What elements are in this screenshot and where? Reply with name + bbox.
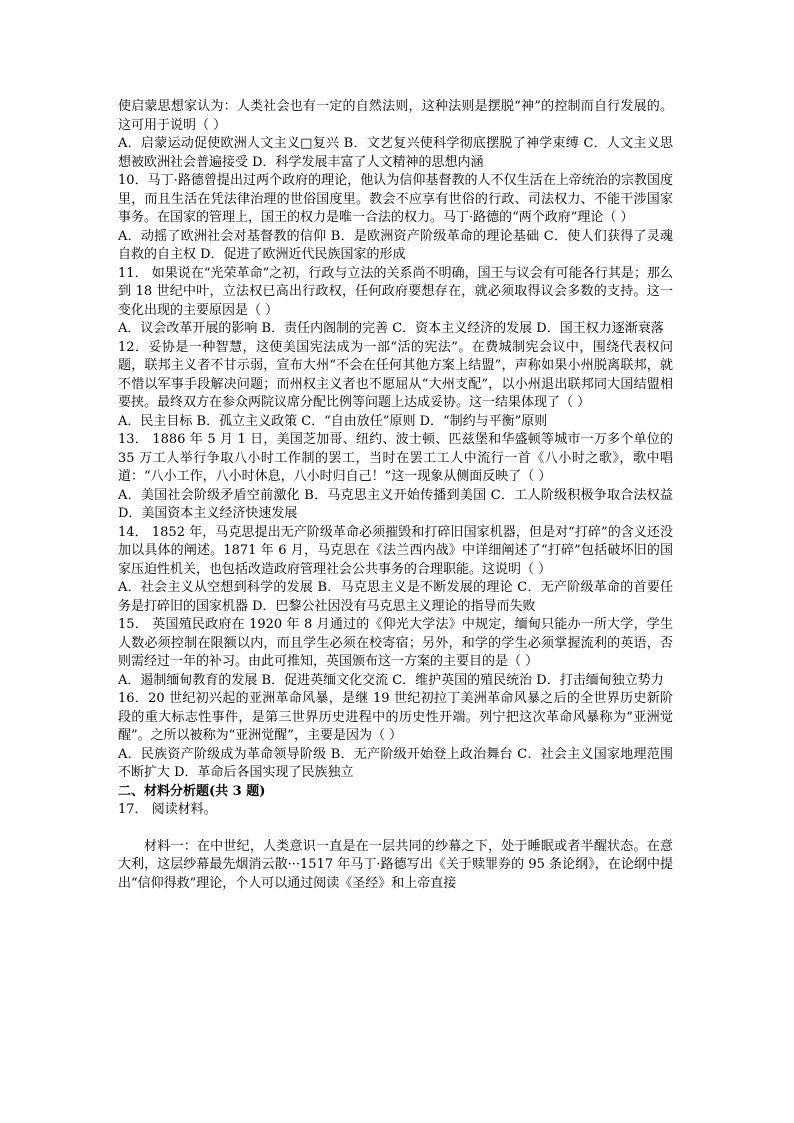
question-12-stem: 12．妥协是一种智慧，这使美国宪法成为一部“活的宪法”。在费城制宪会议中，围绕代表权问题，联邦主义者不甘示弱，宣布大州“不会在任何其他方案上结盟”，声称如果小州脱离联邦，就不惜以军事手段解决问题；而州权主义者也不愿屈从“大州支配”，以小州退出联邦同大国结盟相要挟。最终双方在参众两院议席分配比例等问题上达成妥协。这一结果体现了（ ） [118, 339, 673, 410]
section-heading: 二、材料分析题(共 3 题) [118, 783, 266, 799]
document-page [118, 98, 673, 893]
question-9-options: A．启蒙运动促使欧洲人文主义□复兴 B．文艺复兴使科学彻底摆脱了神学束缚 C．人文主义思想被欧洲社会普遍接受 D．科学发展丰富了人文精神的思想内涵 [118, 136, 673, 170]
material-block [118, 838, 673, 894]
question-11-options: A．议会改革开展的影响 B．责任内阁制的完善 C．资本主义经济的发展 D．国王权力逐渐衰落 [118, 321, 664, 336]
question-16-options: A．民族资产阶级成为革命领导阶级 B．无产阶级开始登上政治舞台 C．社会主义国家地理范围不断扩大 D．革命后各国实现了民族独立 [118, 746, 673, 780]
question-11-stem: 11． 如果说在“光荣革命”之初，行政与立法的关系尚不明确，国王与议会有可能各行其是；那么到 18 世纪中叶，立法权已高出行政权，任何政府要想存在，就必须取得议会多数的支持。这一变化出现的主要原因是（ ） [118, 265, 673, 318]
question-13-stem: 13． 1886 年 5 月 1 日，美国芝加哥、纽约、波士顿、匹兹堡和华盛顿等城市一万多个单位的 35 万工人举行争取八小时工作制的罢工，当时在罢工工人中流行一首《八小时之歌》，歌中唱道：“八小工作，八小时休息，八小时归自己！”这一现象从侧面反映了（ ） [118, 432, 673, 484]
question-14-options: A．社会主义从空想到科学的发展 B．马克思主义是不断发展的理论 C．无产阶级革命的首要任务是打碎旧的国家机器 D．巴黎公社因没有马克思主义理论的指导而失败 [118, 580, 673, 614]
question-12-options: A．民主目标 B．孤立主义政策 C．“自由放任”原则 D．“制约与平衡”原则 [118, 413, 548, 429]
question-15-options: A．遏制缅甸教育的发展 B．促进英缅文化交流 C．维护英国的殖民统治 D．打击缅甸独立势力 [118, 672, 664, 688]
question-9-stem: 使启蒙思想家认为：人类社会也有一定的自然法则，这种法则是摆脱“神”的控制而自行发展的。这可用于说明（ ） [118, 99, 673, 133]
material-one-text: 材料一：在中世纪，人类意识一直是在一层共同的纱幕之下，处于睡眠或者半醒状态。在意大利，这层纱幕最先烟消云散···1517 年马丁·路德写出《关于赎罪券的 95 条论纲》，在论纲中提出“信仰得救”理论，个人可以通过阅读《圣经》和上帝直接 [118, 838, 673, 891]
question-10-stem: 10．马丁·路德曾提出过两个政府的理论，他认为信仰基督教的人不仅生活在上帝统治的宗教国度里，而且生活在凭法律治理的世俗国度里。教会不应享有世俗的行政、司法权力、不能干涉国家事务。在国家的管理上，国王的权力是唯一合法的权力。马丁·路德的“两个政府”理论（ ） [118, 173, 673, 225]
question-15-stem: 15． 英国殖民政府在 1920 年 8 月通过的《仰光大学法》中规定，缅甸只能办一所大学，学生人数必须控制在限额以内，而且学生必须在校寄宿；另外，和学的学生必须掌握流利的英语，否则需经过一年的补习。由此可推知，英国颁布这一方案的主要目的是（ ） [118, 617, 673, 669]
question-16-stem: 16．20 世纪初兴起的亚洲革命风暴，是继 19 世纪初拉丁美洲革命风暴之后的全世界历史新阶段的重大标志性事件，是第三世界历史进程中的历史性开端。列宁把这次革命风暴称为“亚洲觉醒”。之所以被称为“亚洲觉醒”，主要是因为（ ） [118, 691, 673, 743]
question-10-options: A．动摇了欧洲社会对基督教的信仰 B．是欧洲资产阶级革命的理论基础 C．使人们获得了灵魂自救的自主权 D．促进了欧洲近代民族国家的形成 [118, 228, 673, 262]
question-13-options: A．美国社会阶级矛盾空前激化 B．马克思主义开始传播到美国 C．工人阶级积极争取合法权益 D．美国资本主义经济快速发展 [118, 487, 673, 521]
question-14-stem: 14． 1852 年，马克思提出无产阶级革命必须摧毁和打碎旧国家机器，但是对“打碎”的含义还没加以具体的阐述。1871 年 6 月，马克思在《法兰西内战》中详细阐述了“打碎”包括破坏旧的国家压迫性机关，也包括改造政府管理社会公共事务的合理职能。这说明（ ） [118, 524, 673, 577]
question-17-stem: 17． 阅读材料。 [118, 802, 217, 817]
